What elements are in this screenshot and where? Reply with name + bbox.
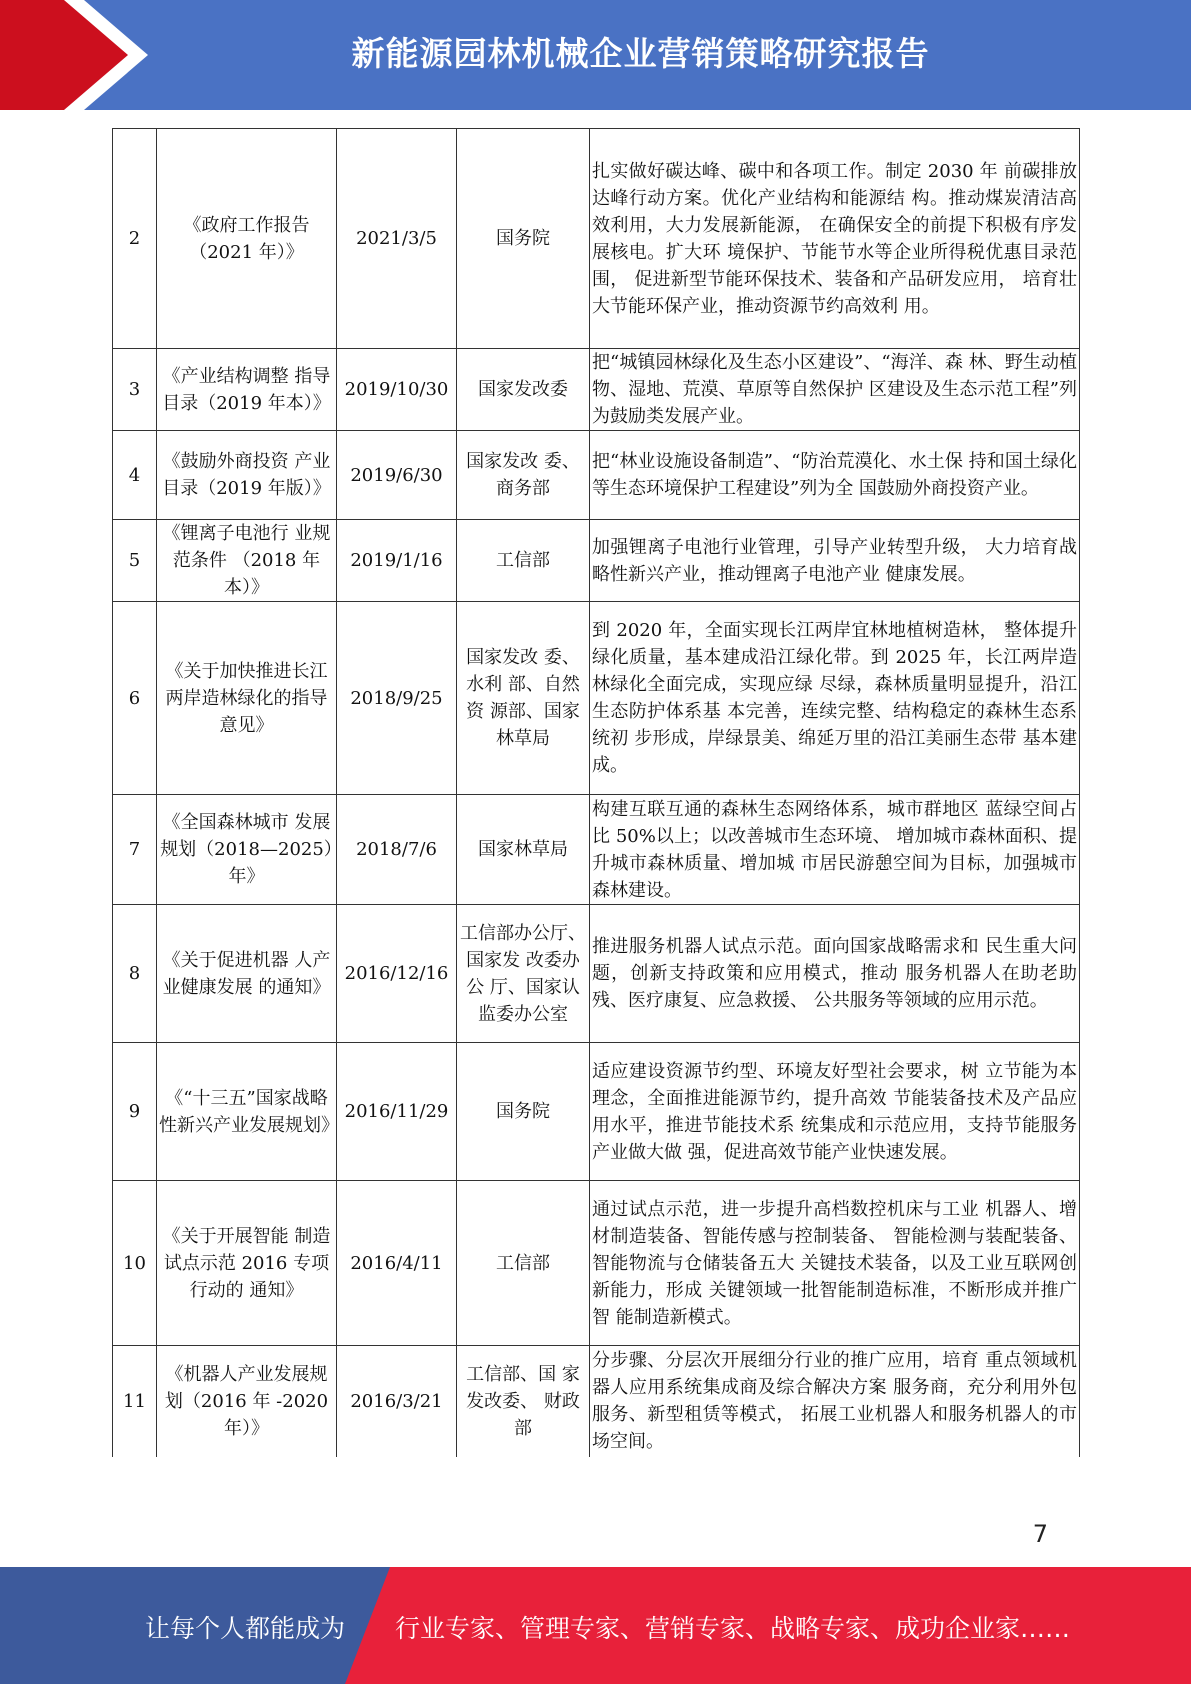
policy-name: 《全国森林城市 发展规划（2018—2025）年》 bbox=[157, 795, 337, 905]
row-number: 4 bbox=[113, 431, 157, 520]
policy-name: 《关于加快推进长江两岸造林绿化的指导意见》 bbox=[157, 602, 337, 795]
issue-date: 2016/4/11 bbox=[337, 1181, 457, 1346]
row-number: 7 bbox=[113, 795, 157, 905]
issue-date: 2019/6/30 bbox=[337, 431, 457, 520]
footer-slogan-right: 行业专家、管理专家、营销专家、战略专家、成功企业家…… bbox=[395, 1614, 1071, 1643]
issuing-authority: 国家发改 委、水利 部、自然资 源部、国家林草局 bbox=[457, 602, 590, 795]
issuing-authority: 工信部办公厅、国家发 改委办公 厅、国家认 监委办公室 bbox=[457, 905, 590, 1043]
issuing-authority: 工信部、国 家发改委、 财政部 bbox=[457, 1346, 590, 1457]
footer-slogan-left: 让每个人都能成为 bbox=[144, 1614, 345, 1643]
policy-name: 《政府工作报告（2021 年）》 bbox=[157, 129, 337, 349]
row-number: 11 bbox=[113, 1346, 157, 1457]
row-number: 9 bbox=[113, 1043, 157, 1181]
policy-table bbox=[112, 128, 1080, 1457]
policy-name: 《鼓励外商投资 产业目录（2019 年版）》 bbox=[157, 431, 337, 520]
table-row bbox=[113, 905, 1080, 1043]
policy-content: 分步骤、分层次开展细分行业的推广应用，培育 重点领域机器人应用系统集成商及综合解决方案 服务商，充分利用外包服务、新型租赁等模式， 拓展工业机器人和服务机器人的市场空间。 bbox=[590, 1346, 1080, 1457]
table-row bbox=[113, 349, 1080, 431]
issue-date: 2018/9/25 bbox=[337, 602, 457, 795]
report-title: 新能源园林机械企业营销策略研究报告 bbox=[351, 34, 930, 73]
policy-content: 推进服务机器人试点示范。面向国家战略需求和 民生重大问题，创新支持政策和应用模式，推动 服务机器人在助老助残、医疗康复、应急救援、 公共服务等领域的应用示范。 bbox=[590, 905, 1080, 1043]
table-row bbox=[113, 1181, 1080, 1346]
policy-content: 把“林业设施设备制造”、“防治荒漠化、水土保 持和国土绿化等生态环境保护工程建设”列为全 国鼓励外商投资产业。 bbox=[590, 431, 1080, 520]
issue-date: 2021/3/5 bbox=[337, 129, 457, 349]
policy-content: 到 2020 年，全面实现长江两岸宜林地植树造林， 整体提升绿化质量，基本建成沿江绿化带。到 2025 年，长江两岸造林绿化全面完成，实现应绿 尽绿，森林质量明显提升，沿江生态防护体系基 本完善，连续完整、结构稳定的森林生态系统初 步形成，岸绿景美、绵延万里的沿江美丽生态带 基本建成。 bbox=[590, 602, 1080, 795]
table-row bbox=[113, 129, 1080, 349]
table-row bbox=[113, 1346, 1080, 1457]
issue-date: 2019/1/16 bbox=[337, 520, 457, 602]
policy-name: 《关于开展智能 制造试点示范 2016 专项行动的 通知》 bbox=[157, 1181, 337, 1346]
issuing-authority: 工信部 bbox=[457, 1181, 590, 1346]
table-row bbox=[113, 602, 1080, 795]
issue-date: 2016/11/29 bbox=[337, 1043, 457, 1181]
table-row bbox=[113, 431, 1080, 520]
policy-name: 《锂离子电池行 业规范条件 （2018 年本）》 bbox=[157, 520, 337, 602]
policy-content: 适应建设资源节约型、环境友好型社会要求，树 立节能为本理念，全面推进能源节约，提升高效 节能装备技术及产品应用水平，推进节能技术系 统集成和示范应用，支持节能服务产业做大做 强，促进高效节能产业快速发展。 bbox=[590, 1043, 1080, 1181]
policy-content: 通过试点示范，进一步提升高档数控机床与工业 机器人、增材制造装备、智能传感与控制装备、 智能检测与装配装备、智能物流与仓储装备五大 关键技术装备，以及工业互联网创新能力，形成 关键领域一批智能制造标准，不断形成并推广智 能制造新模式。 bbox=[590, 1181, 1080, 1346]
issue-date: 2016/3/21 bbox=[337, 1346, 457, 1457]
page-header bbox=[0, 0, 1191, 110]
header-red-arrow-decoration bbox=[0, 0, 150, 110]
row-number: 8 bbox=[113, 905, 157, 1043]
table-row bbox=[113, 1043, 1080, 1181]
page-number: 7 bbox=[1032, 1520, 1048, 1548]
issuing-authority: 国务院 bbox=[457, 1043, 590, 1181]
policy-content: 扎实做好碳达峰、碳中和各项工作。制定 2030 年 前碳排放达峰行动方案。优化产业结构和能源结 构。推动煤炭清洁高效利用，大力发展新能源， 在确保安全的前提下积极有序发展核电。扩大环 境保护、节能节水等企业所得税优惠目录范围， 促进新型节能环保技术、装备和产品研发应用， 培育壮大节能环保产业，推动资源节约高效利 用。 bbox=[590, 129, 1080, 349]
issuing-authority: 国家林草局 bbox=[457, 795, 590, 905]
policy-name: 《关于促进机器 人产业健康发展 的通知》 bbox=[157, 905, 337, 1043]
issue-date: 2016/12/16 bbox=[337, 905, 457, 1043]
issuing-authority: 国家发改 委、商务部 bbox=[457, 431, 590, 520]
policy-name: 《“十三五”国家战略性新兴产业发展规划》 bbox=[157, 1043, 337, 1181]
row-number: 5 bbox=[113, 520, 157, 602]
policy-content: 构建互联互通的森林生态网络体系，城市群地区 蓝绿空间占比 50%以上；以改善城市生态环境、 增加城市森林面积、提升城市森林质量、增加城 市居民游憩空间为目标，加强城市森林建设。 bbox=[590, 795, 1080, 905]
policy-name: 《机器人产业发展规划（2016 年 -2020 年）》 bbox=[157, 1346, 337, 1457]
row-number: 6 bbox=[113, 602, 157, 795]
policy-name: 《产业结构调整 指导目录（2019 年本）》 bbox=[157, 349, 337, 431]
row-number: 2 bbox=[113, 129, 157, 349]
page-footer bbox=[0, 1567, 1191, 1684]
row-number: 3 bbox=[113, 349, 157, 431]
issuing-authority: 国家发改委 bbox=[457, 349, 590, 431]
issue-date: 2018/7/6 bbox=[337, 795, 457, 905]
row-number: 10 bbox=[113, 1181, 157, 1346]
table-row bbox=[113, 795, 1080, 905]
issuing-authority: 国务院 bbox=[457, 129, 590, 349]
issue-date: 2019/10/30 bbox=[337, 349, 457, 431]
issuing-authority: 工信部 bbox=[457, 520, 590, 602]
policy-content: 把“城镇园林绿化及生态小区建设”、“海洋、森 林、野生动植物、湿地、荒漠、草原等自然保护 区建设及生态示范工程”列为鼓励类发展产业。 bbox=[590, 349, 1080, 431]
policy-content: 加强锂离子电池行业管理，引导产业转型升级， 大力培育战略性新兴产业，推动锂离子电池产业 健康发展。 bbox=[590, 520, 1080, 602]
table-row bbox=[113, 520, 1080, 602]
